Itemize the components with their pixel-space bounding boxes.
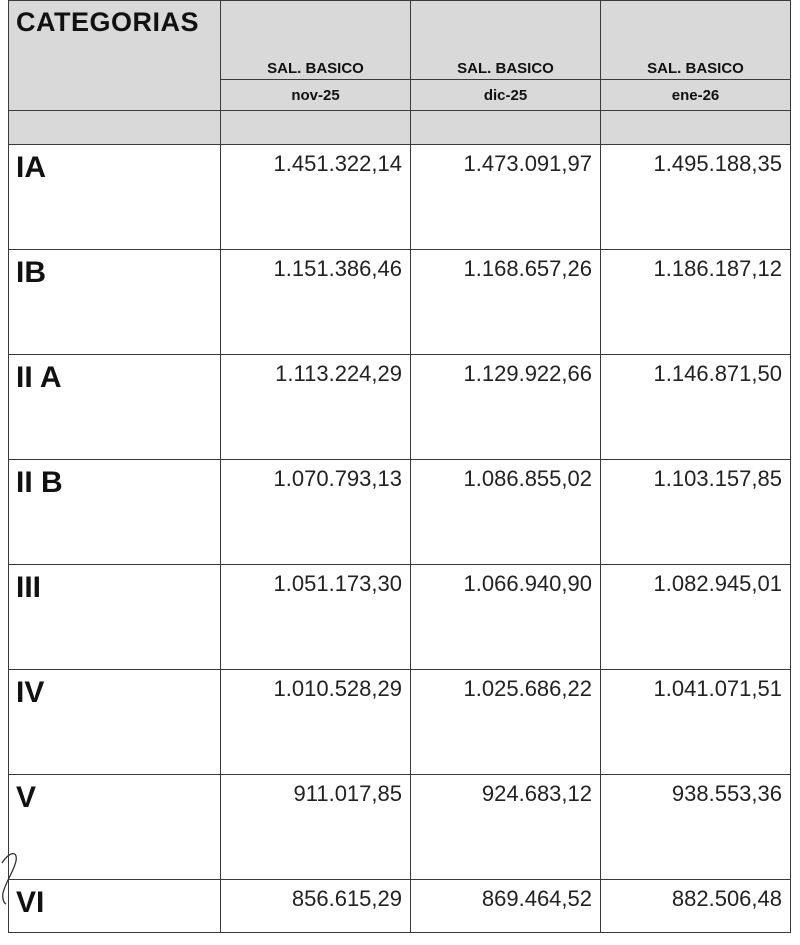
value-cell — [221, 880, 411, 933]
value-text: 1.025.686,22 — [463, 676, 592, 701]
header-blank-cell — [411, 111, 601, 145]
value-text: 1.103.157,85 — [653, 466, 782, 491]
value-text: 924.683,12 — [481, 781, 592, 806]
category-cell — [9, 670, 221, 775]
value-cell — [601, 880, 791, 933]
value-cell — [411, 460, 601, 565]
category-label: IB — [16, 256, 46, 289]
value-cell — [601, 145, 791, 250]
value-text: 882.506,48 — [671, 886, 782, 911]
value-text: 1.186.187,12 — [653, 256, 782, 281]
value-cell — [221, 460, 411, 565]
category-cell — [9, 250, 221, 355]
table-row — [9, 355, 791, 460]
value-cell — [601, 670, 791, 775]
category-cell — [9, 880, 221, 933]
header-col-2-label: SAL. BASICO — [457, 60, 554, 77]
header-col-2 — [411, 1, 601, 80]
category-label: VI — [16, 886, 45, 919]
value-cell — [221, 145, 411, 250]
header-period-3: ene-26 — [601, 80, 791, 111]
value-cell — [221, 250, 411, 355]
value-text: 1.041.071,51 — [653, 676, 782, 701]
value-text: 1.066.940,90 — [463, 571, 592, 596]
header-period-2: dic-25 — [411, 80, 601, 111]
header-blank-cell — [601, 111, 791, 145]
value-text: 1.051.173,30 — [273, 571, 402, 596]
category-cell — [9, 460, 221, 565]
header-col-1 — [221, 1, 411, 80]
category-cell — [9, 565, 221, 670]
value-text: 1.473.091,97 — [463, 151, 592, 176]
table-row — [9, 145, 791, 250]
header-col-3 — [601, 1, 791, 80]
table-row — [9, 250, 791, 355]
value-text: 1.151.386,46 — [273, 256, 402, 281]
value-cell — [411, 880, 601, 933]
value-cell — [601, 355, 791, 460]
table-row — [9, 460, 791, 565]
table-row — [9, 775, 791, 880]
category-cell — [9, 145, 221, 250]
table-row — [9, 880, 791, 933]
salary-table — [8, 0, 791, 933]
value-text: 911.017,85 — [293, 781, 402, 806]
header-blank-cell — [221, 111, 411, 145]
value-cell — [601, 565, 791, 670]
category-cell — [9, 355, 221, 460]
pen-mark-scribble — [0, 845, 22, 905]
category-label: IV — [16, 676, 45, 709]
value-text: 1.451.322,14 — [273, 151, 402, 176]
category-label: IA — [16, 151, 46, 184]
table-row — [9, 565, 791, 670]
header-categorias — [9, 1, 221, 111]
value-text: 1.082.945,01 — [653, 571, 782, 596]
value-cell — [411, 565, 601, 670]
value-text: 1.010.528,29 — [273, 676, 402, 701]
value-text: 1.113.224,29 — [275, 361, 402, 386]
table-row — [9, 670, 791, 775]
value-cell — [411, 145, 601, 250]
value-cell — [221, 565, 411, 670]
value-text: 1.495.188,35 — [653, 151, 782, 176]
header-col-3-label: SAL. BASICO — [647, 60, 744, 77]
value-cell — [411, 250, 601, 355]
value-text: 1.070.793,13 — [273, 466, 402, 491]
value-cell — [601, 460, 791, 565]
value-text: 1.129.922,66 — [463, 361, 592, 386]
value-cell — [411, 670, 601, 775]
value-text: 938.553,36 — [671, 781, 782, 806]
value-text: 1.168.657,26 — [463, 256, 592, 281]
category-label: II A — [16, 361, 62, 394]
value-text: 856.615,29 — [291, 886, 402, 911]
category-label: V — [16, 781, 37, 814]
header-blank-cell — [9, 111, 221, 145]
value-cell — [411, 775, 601, 880]
category-cell — [9, 775, 221, 880]
category-label: III — [16, 571, 42, 604]
value-cell — [221, 775, 411, 880]
value-text: 1.086.855,02 — [463, 466, 592, 491]
value-cell — [221, 670, 411, 775]
value-cell — [601, 775, 791, 880]
header-period-1: nov-25 — [221, 80, 411, 111]
header-categorias-label: CATEGORIAS — [16, 7, 200, 37]
value-text: 1.146.871,50 — [653, 361, 782, 386]
value-cell — [601, 250, 791, 355]
value-text: 869.464,52 — [481, 886, 592, 911]
category-label: II B — [16, 466, 63, 499]
value-cell — [411, 355, 601, 460]
header-col-1-label: SAL. BASICO — [267, 60, 364, 77]
value-cell — [221, 355, 411, 460]
